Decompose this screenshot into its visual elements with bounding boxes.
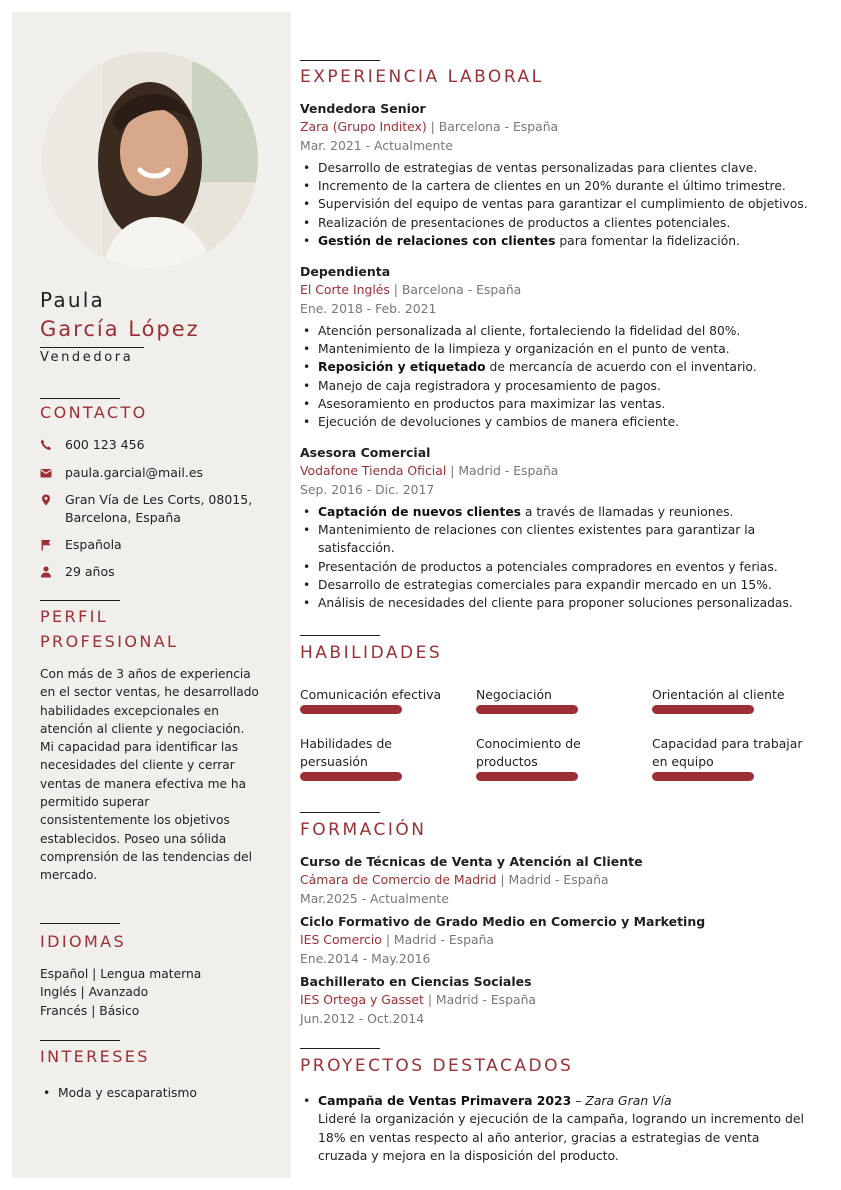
job-bullet [300, 377, 815, 395]
institution-name: Cámara de Comercio de Madrid [300, 872, 497, 888]
education-dates: Ene.2014 - May.2016 [300, 950, 431, 966]
language-item: Español | Lengua materna [40, 967, 202, 981]
location-pin-icon [40, 494, 52, 506]
job-role: Vendedora [40, 350, 134, 365]
bullet-text: a través de llamadas y reuniones. [520, 504, 734, 519]
bullet-text: Ejecución de devoluciones y cambios de manera eficiente. [318, 415, 680, 430]
experience-heading: EXPERIENCIA LABORAL [300, 67, 544, 87]
education-title: Bachillerato en Ciencias Sociales [300, 974, 532, 989]
job-title: Dependienta [300, 264, 391, 279]
project-description: Lideré la organización y ejecución de la campaña, logrando un incremento del 18% en ventas respecto al año anterior, gracias a estrategias de venta cruzada y mejora en la disposición del producto. [318, 1111, 804, 1163]
bullet-text: Análisis de necesidades del cliente para proponer soluciones personalizadas. [318, 596, 793, 611]
job-bullet [300, 594, 815, 612]
job-dates: Mar. 2021 - Actualmente [300, 137, 453, 153]
flag-icon [40, 539, 52, 551]
bullet-text: Desarrollo de estrategias de ventas personalizadas para clientes clave. [318, 160, 758, 175]
skill-item [300, 735, 460, 772]
languages-divider [40, 923, 120, 924]
job-dates: Sep. 2016 - Dic. 2017 [300, 481, 435, 497]
name-divider [40, 347, 144, 348]
job-bullet [300, 340, 815, 358]
employer-name: Vodafone Tienda Oficial [300, 463, 447, 479]
job-bullet [300, 195, 815, 213]
interests-heading: INTERESES [40, 1047, 150, 1066]
language-item: Francés | Básico [40, 1003, 140, 1018]
skill-item [652, 735, 812, 772]
project-client: Zara Gran Vía [585, 1093, 672, 1108]
job-dates: Ene. 2018 - Feb. 2021 [300, 300, 437, 316]
job-title: Vendedora Senior [300, 101, 426, 116]
email-text: paula.garcial@mail.es [65, 465, 204, 480]
education-divider [300, 812, 380, 813]
bullet-text: Mantenimiento de relaciones con clientes existentes para garantizar la satisfacción. [318, 523, 756, 556]
languages-heading: IDIOMAS [40, 932, 127, 951]
skill-item [300, 686, 460, 704]
contact-divider [40, 398, 120, 399]
contact-age [40, 563, 280, 581]
job-bullet [300, 395, 815, 413]
bullet-bold: Captación de nuevos clientes [318, 504, 521, 519]
bullet-text: Atención personalizada al cliente, fortaleciendo la fidelidad del 80%. [318, 323, 741, 338]
institution-location: | Madrid - España [496, 872, 609, 888]
education-dates: Mar.2025 - Actualmente [300, 890, 449, 906]
bullet-bold: Reposición y etiquetado [318, 360, 486, 375]
sidebar [12, 12, 291, 1178]
skill-bar [476, 705, 578, 714]
last-name: García López [40, 317, 200, 341]
interests-list [40, 1084, 197, 1102]
education-heading: FORMACIÓN [300, 820, 427, 840]
contact-address [40, 491, 280, 527]
profile-divider [40, 600, 120, 601]
job-bullets [300, 159, 815, 250]
skill-bar [300, 772, 402, 781]
skill-label-line-2: persuasión [300, 754, 368, 770]
job-bullet [300, 322, 815, 340]
job-employer [300, 281, 815, 299]
job-bullet [300, 521, 815, 558]
bullet-text: Manejo de caja registradora y procesamiento de pagos. [318, 378, 661, 393]
job-bullet [300, 214, 815, 232]
project-entry [300, 1092, 810, 1165]
job-bullet [300, 413, 815, 431]
languages-list [40, 965, 201, 1020]
address-line-1: Gran Vía de Les Corts, 08015, [65, 492, 253, 507]
skill-bar [652, 772, 754, 781]
profile-heading-line-1: PERFIL [40, 607, 109, 626]
contact-phone [40, 436, 280, 454]
mail-icon [40, 467, 52, 479]
interest-item: • Moda y escaparatismo [40, 1084, 197, 1102]
skills-divider [300, 635, 380, 636]
contact-nationality [40, 536, 280, 554]
profile-photo-image [42, 52, 258, 268]
profile-heading-line-2: PROFESIONAL [40, 632, 179, 651]
bullet-text: Incremento de la cartera de clientes en un 20% durante el último trimestre. [318, 179, 786, 194]
skill-label-line-2: productos [476, 754, 538, 770]
bullet-text: Supervisión del equipo de ventas para garantizar el cumplimiento de objetivos. [318, 197, 808, 212]
bullet-text: para fomentar la fidelización. [555, 234, 740, 249]
education-institution [300, 871, 815, 889]
employer-name: El Corte Inglés [300, 282, 390, 298]
job-location: | Barcelona - España [426, 119, 559, 135]
education-title: Ciclo Formativo de Grado Medio en Comercio y Marketing [300, 914, 706, 929]
skill-item [476, 735, 636, 772]
contact-heading: CONTACTO [40, 403, 148, 422]
skill-label: Habilidades de [300, 736, 392, 751]
bullet-text: Presentación de productos a potenciales compradores en eventos y ferias. [318, 559, 778, 574]
education-entry [300, 913, 815, 968]
skill-label-line-2: en equipo [652, 754, 714, 770]
job-bullet [300, 358, 815, 376]
job-employer [300, 462, 815, 480]
age-text: 29 años [65, 564, 115, 579]
phone-icon [40, 439, 52, 451]
education-entry [300, 973, 815, 1028]
job-bullet [300, 232, 815, 250]
job-bullet [300, 503, 815, 521]
bullet-text: Realización de presentaciones de productos a clientes potenciales. [318, 215, 731, 230]
project-title-line [300, 1092, 810, 1110]
education-entry [300, 853, 815, 908]
education-title: Curso de Técnicas de Venta y Atención al Cliente [300, 854, 643, 869]
interests-divider [40, 1040, 120, 1041]
job-entry [300, 263, 815, 432]
job-location: | Barcelona - España [389, 282, 522, 298]
bullet-text: Asesoramiento en productos para maximizar las ventas. [318, 397, 666, 412]
skill-label: Capacidad para trabajar [652, 736, 803, 751]
job-employer [300, 118, 815, 136]
skill-item [476, 686, 636, 704]
nationality-text: Española [65, 537, 122, 552]
projects-heading: PROYECTOS DESTACADOS [300, 1056, 574, 1076]
education-dates: Jun.2012 - Oct.2014 [300, 1010, 425, 1026]
projects-divider [300, 1048, 380, 1049]
project-separator: – [571, 1093, 586, 1108]
profile-heading [40, 604, 178, 654]
job-entry [300, 444, 815, 613]
job-title: Asesora Comercial [300, 445, 431, 460]
skill-label: Orientación al cliente [652, 687, 785, 702]
bullet-bold: Gestión de relaciones con clientes [318, 234, 556, 249]
skill-label: Conocimiento de [476, 736, 581, 751]
job-bullet [300, 159, 815, 177]
skill-item [652, 686, 812, 704]
experience-divider [300, 60, 380, 61]
skill-bar [652, 705, 754, 714]
profile-photo [42, 52, 258, 268]
institution-location: | Madrid - España [423, 992, 537, 1008]
phone-text: 600 123 456 [65, 437, 145, 452]
job-bullets [300, 322, 815, 432]
job-entry [300, 100, 815, 250]
job-bullet [300, 177, 815, 195]
address-text [65, 491, 252, 527]
skills-heading: HABILIDADES [300, 643, 443, 663]
bullet-text: Mantenimiento de la limpieza y organización en el punto de venta. [318, 342, 730, 357]
job-bullets [300, 503, 815, 613]
institution-name: IES Comercio [300, 932, 382, 948]
contact-email [40, 464, 280, 482]
skill-label: Comunicación efectiva [300, 687, 442, 702]
job-location: | Madrid - España [446, 463, 559, 479]
person-icon [40, 566, 52, 578]
skill-bar [300, 705, 402, 714]
profile-summary: Con más de 3 años de experiencia en el sector ventas, he desarrollado habilidades excepcionales en atención al cliente y negociación. Mi capacidad para identificar las necesidades del cliente y cerrar ventas de manera efectiva me ha permitido superar consistentemente los objetivos establecidos. Poseo una sólida comprensión de las tendencias del mercado. [40, 667, 259, 883]
institution-name: IES Ortega y Gasset [300, 992, 424, 1008]
education-institution [300, 931, 815, 949]
job-bullet [300, 558, 815, 576]
bullet-text: de mercancía de acuerdo con el inventario. [485, 360, 757, 375]
project-title: Campaña de Ventas Primavera 2023 [318, 1093, 572, 1108]
skill-bar [476, 772, 578, 781]
first-name: Paula [40, 288, 105, 312]
education-institution [300, 991, 815, 1009]
job-bullet [300, 576, 815, 594]
skill-label: Negociación [476, 687, 552, 702]
bullet-text: Desarrollo de estrategias comerciales para expandir mercado en un 15%. [318, 578, 772, 593]
institution-location: | Madrid - España [381, 932, 495, 948]
employer-name: Zara (Grupo Inditex) [300, 119, 427, 135]
language-item: Inglés | Avanzado [40, 985, 149, 1000]
address-line-2: Barcelona, España [65, 510, 181, 525]
